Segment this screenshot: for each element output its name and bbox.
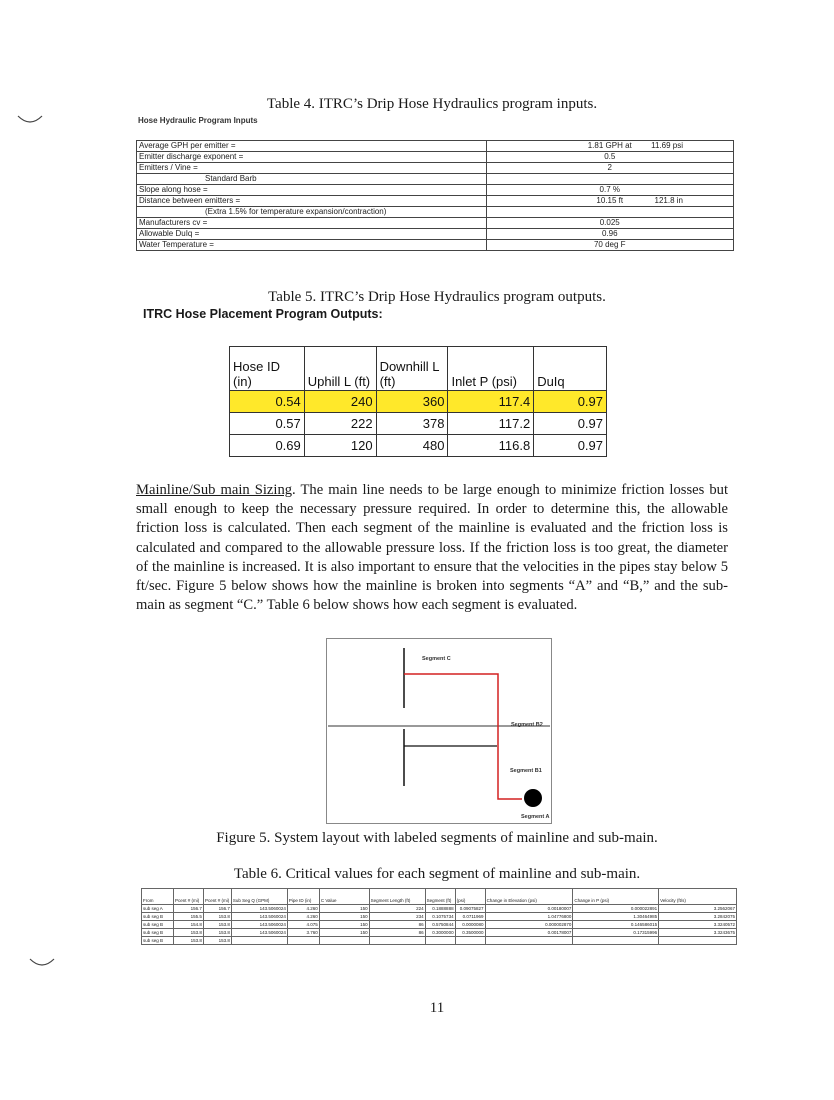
table4-label: Water Temperature = xyxy=(137,240,487,251)
table6-header: Segment (ft) xyxy=(425,889,455,905)
table6-cell: sub seg B xyxy=(142,921,174,929)
table6-cell: 86 xyxy=(369,921,425,929)
table6-cell: 234 xyxy=(369,913,425,921)
table6-cell: 153.8 xyxy=(203,929,231,937)
table5-cell: 222 xyxy=(304,413,376,435)
table4-row xyxy=(137,196,734,207)
table6-row xyxy=(142,929,737,937)
table6-header: Pipe ID (in) xyxy=(287,889,319,905)
table6-cell: sub seg A xyxy=(142,905,174,913)
table6-row xyxy=(142,913,737,921)
table6-header: Segment Length (ft) xyxy=(369,889,425,905)
table6-cell: 153.8 xyxy=(203,913,231,921)
table4-extra: 121.8 in xyxy=(654,196,683,205)
table4-row xyxy=(137,229,734,240)
table6-header: Change in Elevation (psi) xyxy=(485,889,573,905)
table6-header: Pcent # (mi) xyxy=(173,889,203,905)
table5-cell: 378 xyxy=(376,413,448,435)
table6-cell: 3.2842075 xyxy=(659,913,737,921)
table4-value-cell xyxy=(486,163,733,174)
table6-cell: 0.3000000 xyxy=(425,929,455,937)
table6-cell: 0.146586015 xyxy=(573,921,659,929)
table6-header: From xyxy=(142,889,174,905)
table4-value-cell xyxy=(486,174,733,185)
table5-header: Downhill L (ft) xyxy=(376,347,448,391)
table6-cell xyxy=(287,937,319,945)
scan-mark-top xyxy=(16,112,46,132)
table6-cell: 156.7 xyxy=(203,905,231,913)
table6-cell: 4.075 xyxy=(287,921,319,929)
table5-cell: 0.97 xyxy=(534,413,607,435)
table5-row xyxy=(230,435,607,457)
table6-cell xyxy=(485,937,573,945)
table6-cell: sub seg B xyxy=(142,937,174,945)
table6-cell xyxy=(319,937,369,945)
table6-cell: 0.17315996 xyxy=(573,929,659,937)
table6-cell: 143.5060024 xyxy=(231,913,287,921)
table6-cell: 156.7 xyxy=(173,905,203,913)
table4-value: 10.15 ft xyxy=(596,196,624,205)
table4-value-cell xyxy=(486,207,733,218)
table4-extra: 11.69 psi xyxy=(651,141,683,150)
table6-cell: 1.30464985 xyxy=(573,913,659,921)
table4-value: 1.81 GPH at xyxy=(587,141,632,150)
table5-cell: 120 xyxy=(304,435,376,457)
table5-header: DuIq xyxy=(534,347,607,391)
table4-row xyxy=(137,174,734,185)
table5-header: Hose ID (in) xyxy=(230,347,305,391)
table4-row xyxy=(137,163,734,174)
table6-cell: 0.1075734 xyxy=(425,913,455,921)
table6-cell: sub seg B xyxy=(142,913,174,921)
table4-subtitle: Hose Hydraulic Program Inputs xyxy=(138,116,258,125)
table6-cell: 1.04776800 xyxy=(485,913,573,921)
table6-row xyxy=(142,905,737,913)
table5-cell: 0.97 xyxy=(534,391,607,413)
table6-cell: 143.5060024 xyxy=(231,929,287,937)
table5-row-highlighted xyxy=(230,391,607,413)
table6-cell: 0.5750844 xyxy=(425,921,455,929)
table6-cell xyxy=(369,937,425,945)
table6-cell: 150 xyxy=(319,929,369,937)
table6-cell: 0.0711969 xyxy=(455,913,485,921)
page-number: 11 xyxy=(429,1000,445,1016)
table4-value-cell xyxy=(486,152,733,163)
table6-cell xyxy=(659,937,737,945)
table4-value: 0.7 % xyxy=(599,185,620,194)
table4-row xyxy=(137,141,734,152)
table6-header: Change in P (psi) xyxy=(573,889,659,905)
table6-header: Sub Seg Q (GPM) xyxy=(231,889,287,905)
table5-cell: 0.69 xyxy=(230,435,305,457)
table6-cell: 0.000002870 xyxy=(485,921,573,929)
figure5-caption: Figure 5. System layout with labeled segments of mainline and sub-main. xyxy=(216,830,658,846)
table5-cell: 480 xyxy=(376,435,448,457)
table5-cell: 240 xyxy=(304,391,376,413)
table6-cell: 153.8 xyxy=(173,929,203,937)
table4-value-cell xyxy=(486,185,733,196)
table6-cell: 4.260 xyxy=(287,905,319,913)
table5-cell: 360 xyxy=(376,391,448,413)
table4 xyxy=(136,140,734,251)
table6-cell: sub seg B xyxy=(142,929,174,937)
table6-cell: 0.09075827 xyxy=(455,905,485,913)
table6-cell: 143.5060024 xyxy=(231,905,287,913)
table4-label: Emitter discharge exponent = xyxy=(137,152,487,163)
segment-a-label: Segment A xyxy=(521,814,550,820)
segment-c-label: Segment C xyxy=(422,656,451,662)
table6-cell: 150 xyxy=(319,905,369,913)
table6-cell: 153.8 xyxy=(203,921,231,929)
table5-cell: 0.54 xyxy=(230,391,305,413)
table4-row xyxy=(137,218,734,229)
table5-cell: 117.2 xyxy=(448,413,534,435)
table6-row xyxy=(142,937,737,945)
table6-cell: 0.000022891 xyxy=(573,905,659,913)
table6-cell: 86 xyxy=(369,929,425,937)
table6-cell xyxy=(231,937,287,945)
table6-cell xyxy=(455,937,485,945)
table5-subtitle: ITRC Hose Placement Program Outputs: xyxy=(143,307,383,321)
table5-caption: Table 5. ITRC’s Drip Hose Hydraulics program outputs. xyxy=(268,289,606,305)
table6-header: Pcent # (mi) xyxy=(203,889,231,905)
table4-row xyxy=(137,185,734,196)
table5-cell: 117.4 xyxy=(448,391,534,413)
table6-cell: 153.8 xyxy=(203,937,231,945)
table6 xyxy=(141,888,737,945)
figure5-diagram xyxy=(326,638,552,824)
table6-cell: 224 xyxy=(369,905,425,913)
table6-cell: 0.3500000 xyxy=(455,929,485,937)
table6-header: Velocity (ft/s) xyxy=(659,889,737,905)
table4-value-cell xyxy=(486,240,733,251)
table6-cell: 3.3240572 xyxy=(659,921,737,929)
table6-cell: 153.8 xyxy=(173,937,203,945)
segment-b1-label: Segment B1 xyxy=(510,768,542,774)
table4-label: Distance between emitters = xyxy=(137,196,487,207)
table4-label: Slope along hose = xyxy=(137,185,487,196)
table4-value: 0.025 xyxy=(599,218,620,227)
table4-row xyxy=(137,240,734,251)
paragraph-heading: Mainline/Sub main Sizing xyxy=(136,482,293,498)
table5-cell: 0.97 xyxy=(534,435,607,457)
table6-cell: 3.3243675 xyxy=(659,929,737,937)
table4-label: Standard Barb xyxy=(137,174,487,185)
table4-value-cell xyxy=(486,218,733,229)
table6-cell: 143.5060024 xyxy=(231,921,287,929)
table4-row xyxy=(137,207,734,218)
table6-row xyxy=(142,921,737,929)
table6-header: C Value xyxy=(319,889,369,905)
table4-caption: Table 4. ITRC’s Drip Hose Hydraulics program inputs. xyxy=(266,96,598,112)
table5-row xyxy=(230,413,607,435)
table6-caption: Table 6. Critical values for each segment of mainline and sub-main. xyxy=(233,866,641,882)
body-paragraph xyxy=(136,481,728,615)
table6-cell: 3.760 xyxy=(287,929,319,937)
table4-label: Emitters / Vine = xyxy=(137,163,487,174)
table4-value: 0.96 xyxy=(601,229,618,238)
table6-cell: 154.8 xyxy=(173,921,203,929)
pump-node xyxy=(524,789,542,807)
table4-label: (Extra 1.5% for temperature expansion/contraction) xyxy=(137,207,487,218)
table5-cell: 116.8 xyxy=(448,435,534,457)
table4-value-cell xyxy=(486,196,733,207)
table4-label: Average GPH per emitter = xyxy=(137,141,487,152)
table6-cell: 3.2562067 xyxy=(659,905,737,913)
segment-b2-label: Segment B2 xyxy=(511,722,543,728)
table4-value: 2 xyxy=(607,163,612,172)
table4-value: 0.5 xyxy=(604,152,616,161)
scan-mark-bottom xyxy=(28,955,58,975)
table6-cell: 4.260 xyxy=(287,913,319,921)
table6-header-row xyxy=(142,889,737,905)
table6-cell: 0.1888888 xyxy=(425,905,455,913)
table4-row xyxy=(137,152,734,163)
table5-cell: 0.57 xyxy=(230,413,305,435)
paragraph-text: . The main line needs to be large enough to minimize friction losses but small enough to keep the necessary pressure required. In order to determine this, the allowable friction loss is calculated. Then each segment of the mainline is evaluated and the friction loss is calculated and compared to the allowable pressure loss. If the friction loss is too great, the diameter of the mainline is increased. It is also important to ensure that the velocities in the pipes stay below 5 ft/sec. Figure 5 below shows how the mainline is broken into segments “A” and “B,” and the sub-main as segment “C.” Table 6 below shows how each segment is evaluated. xyxy=(136,482,728,614)
table5-header: Uphill L (ft) xyxy=(304,347,376,391)
table6-header: (psi) xyxy=(455,889,485,905)
table6-cell: 155.5 xyxy=(173,913,203,921)
table4-label: Manufacturers cv = xyxy=(137,218,487,229)
table5 xyxy=(229,346,607,457)
table6-cell: 150 xyxy=(319,913,369,921)
table6-cell: 150 xyxy=(319,921,369,929)
table4-value-cell xyxy=(486,229,733,240)
table6-cell: 0.00178007 xyxy=(485,929,573,937)
table4-value: 70 deg F xyxy=(593,240,626,249)
table6-cell xyxy=(425,937,455,945)
table5-header: Inlet P (psi) xyxy=(448,347,534,391)
table4-value-cell xyxy=(486,141,733,152)
table4-label: Allowable DuIq = xyxy=(137,229,487,240)
table6-cell: 0.00180007 xyxy=(485,905,573,913)
table6-cell xyxy=(573,937,659,945)
table6-cell: 0.0000080 xyxy=(455,921,485,929)
